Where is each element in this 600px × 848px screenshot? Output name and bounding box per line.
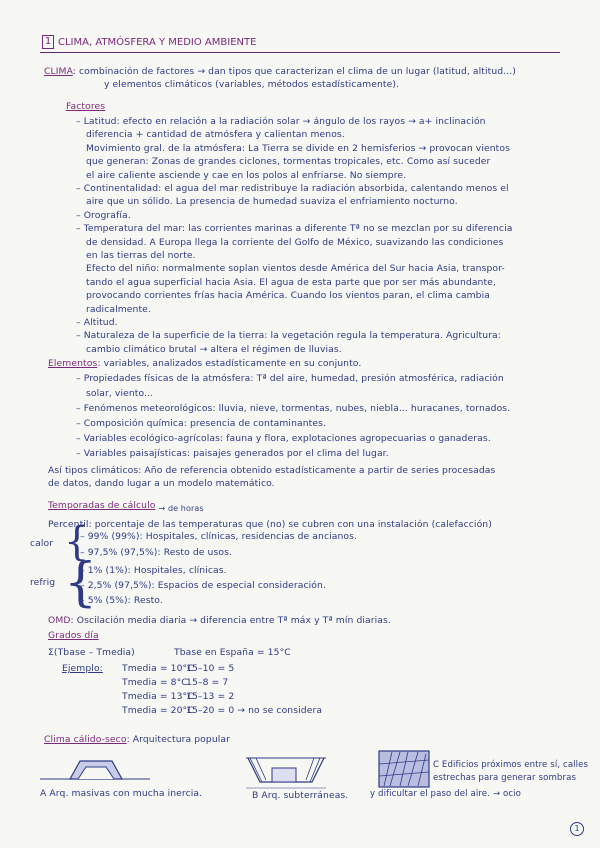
calido-rest: : Arquitectura popular	[126, 734, 231, 745]
title-underline	[40, 52, 560, 53]
calor-item-2: – 97,5% (97,5%): Resto de usos.	[80, 547, 232, 558]
elementos-line-6: – Variables paisajísticas: paisajes generados por el clima del lugar.	[76, 448, 389, 459]
page-number: 1	[570, 822, 584, 836]
factores-line-6: – Continentalidad: el agua del mar redistribuye la radiación absorbida, calentando menos el	[76, 183, 509, 194]
percentil-line: Percentil: porcentaje de las temperaturas que (no) se cubren con una instalación (calefacción)	[48, 519, 492, 530]
factores-line-5: el aire caliente asciende y cae en los polos al enfriarse. No siempre.	[86, 169, 407, 181]
grados-row-4-tmedia: Tmedia = 20°C	[122, 705, 194, 716]
factores-line-15: radicalmente.	[86, 303, 151, 315]
sketch-underground-architecture	[246, 752, 326, 792]
elementos-label: Elementos	[48, 358, 98, 369]
elementos-line-3: – Fenómenos meteorológicos: lluvia, nieve, tormentas, nubes, niebla... huracanes, tornados.	[76, 403, 511, 414]
grados-ejemplo: Ejemplo:	[62, 663, 103, 674]
clima-label: CLIMA	[44, 66, 73, 77]
grados-row-1-tmedia: Tmedia = 10°C	[122, 663, 194, 674]
elementos-line-2: solar, viento...	[86, 388, 154, 399]
temporadas-note: → de horas	[158, 504, 204, 513]
refrig-item-1: – 1% (1%): Hospitales, clínicas.	[80, 565, 227, 576]
factores-line-12: Efecto del niño: normalmente soplan vientos desde América del Sur hacia Asia, transpor-	[86, 263, 505, 275]
refrig-label: refrig	[30, 577, 56, 588]
factores-line-3: Movimiento gral. de la atmósfera: La Tierra se divide en 2 hemisferios → provocan vientos	[86, 142, 510, 154]
factores-line-2: diferencia + cantidad de atmósfera y calientan menos.	[86, 129, 345, 141]
grados-row-3-result: 15–13 = 2	[186, 691, 235, 702]
factores-line-8: – Orografía.	[76, 209, 131, 221]
clima-text-1: : combinación de factores → dan tipos que caracterizan el clima de un lugar (latitud, altitud...)	[72, 66, 516, 77]
tipos-line-1: Así tipos climáticos: Año de referencia obtenido estadísticamente a partir de series procesadas	[48, 465, 496, 476]
tipos-line-2: de datos, dando lugar a un modelo matemático.	[48, 478, 275, 489]
sketch-c-caption-1: C Edificios próximos entre sí, calles	[433, 760, 589, 770]
elementos-line-5: – Variables ecológico-agrícolas: fauna y flora, explotaciones agropecuarias o ganaderas.	[76, 433, 491, 444]
sketch-a-caption: A Arq. masivas con mucha inercia.	[40, 788, 203, 799]
calido-heading	[44, 734, 230, 745]
omd-text: : Oscilación media diaria → diferencia entre Tª máx y Tª mín diarias.	[70, 615, 391, 626]
factores-line-7: aire que un sólido. La presencia de humedad suaviza el enfriamiento nocturno.	[86, 196, 458, 208]
refrig-item-3: – 5% (5%): Resto.	[80, 595, 163, 606]
sketch-c-caption-3: y dificultar el paso del aire. → ocio	[370, 789, 521, 799]
factores-line-4: que generan: Zonas de grandes ciclones, tormentas tropicales, etc. Como así suceder	[86, 156, 491, 168]
grados-formula: Σ(Tbase – Tmedia)	[48, 647, 135, 658]
grados-row-2-result: 15–8 = 7	[186, 677, 229, 688]
factores-line-13: tando el agua superficial hacia Asia. El agua de esta parte que por ser más abundante,	[86, 276, 496, 288]
refrig-item-2: – 2,5% (97,5%): Espacios de especial consideración.	[80, 580, 326, 591]
calor-label: calor	[30, 538, 54, 549]
factores-line-18: cambio climático brutal → altera el régimen de lluvias.	[86, 343, 342, 355]
omd-line	[48, 615, 391, 626]
calor-brace: {	[64, 519, 90, 565]
temporadas-heading	[48, 500, 204, 511]
elementos-line-4: – Composición química: presencia de contaminantes.	[76, 418, 327, 429]
factores-line-14: provocando corrientes frías hacia América. Cuando los vientos paran, el clima cambia	[86, 290, 490, 302]
calido-label: Clima cálido-seco	[44, 734, 127, 745]
page-title: CLIMA, ATMÓSFERA Y MEDIO AMBIENTE	[58, 37, 257, 48]
grados-row-3-tmedia: Tmedia = 13°C	[122, 691, 194, 702]
sketch-c-caption-2: estrechas para generar sombras	[433, 773, 577, 783]
factores-line-9: – Temperatura del mar: las corrientes marinas a diferente Tª no se mezclan por su diferencia	[76, 223, 513, 235]
clima-line-2: y elementos climáticos (variables, métodos estadísticamente).	[104, 79, 400, 90]
sketch-b-caption: B Arq. subterráneas.	[252, 790, 349, 801]
factores-line-10: de densidad. A Europa llega la corriente del Golfo de México, suavizando las condiciones	[86, 236, 504, 248]
elementos-heading	[48, 358, 361, 369]
grados-row-1-result: 15–10 = 5	[186, 663, 235, 674]
sketch-compact-buildings	[378, 750, 430, 788]
clima-line-1	[44, 66, 516, 77]
temporadas-label: Temporadas de cálculo	[48, 500, 156, 511]
grados-row-4-result: 15–20 = 0 → no se considera	[186, 705, 323, 716]
grados-tbase: Tbase en España = 15°C	[174, 647, 291, 658]
elementos-rest: : variables, analizados estadísticamente en su conjunto.	[97, 358, 362, 369]
factores-line-1: – Latitud: efecto en relación a la radiación solar → ángulo de los rayos → a+ inclinación	[76, 116, 486, 127]
grados-row-2-tmedia: Tmedia = 8°C	[122, 677, 188, 688]
factores-line-11: en las tierras del norte.	[86, 250, 196, 261]
elementos-line-1: – Propiedades físicas de la atmósfera: Tª del aire, humedad, presión atmosférica, radiación	[76, 373, 504, 384]
grados-label: Grados día	[48, 630, 99, 641]
factores-label: Factores	[66, 101, 106, 112]
factores-line-16: – Altitud.	[76, 317, 118, 328]
omd-label: OMD	[48, 615, 71, 626]
sketch-massive-architecture	[40, 755, 150, 785]
calor-item-1: – 99% (99%): Hospitales, clínicas, residencias de ancianos.	[80, 531, 358, 542]
section-number: 1	[42, 35, 54, 49]
factores-line-17: – Naturaleza de la superficie de la tierra: la vegetación regula la temperatura. Agricultura:	[76, 330, 501, 342]
refrig-brace: {	[64, 553, 98, 613]
